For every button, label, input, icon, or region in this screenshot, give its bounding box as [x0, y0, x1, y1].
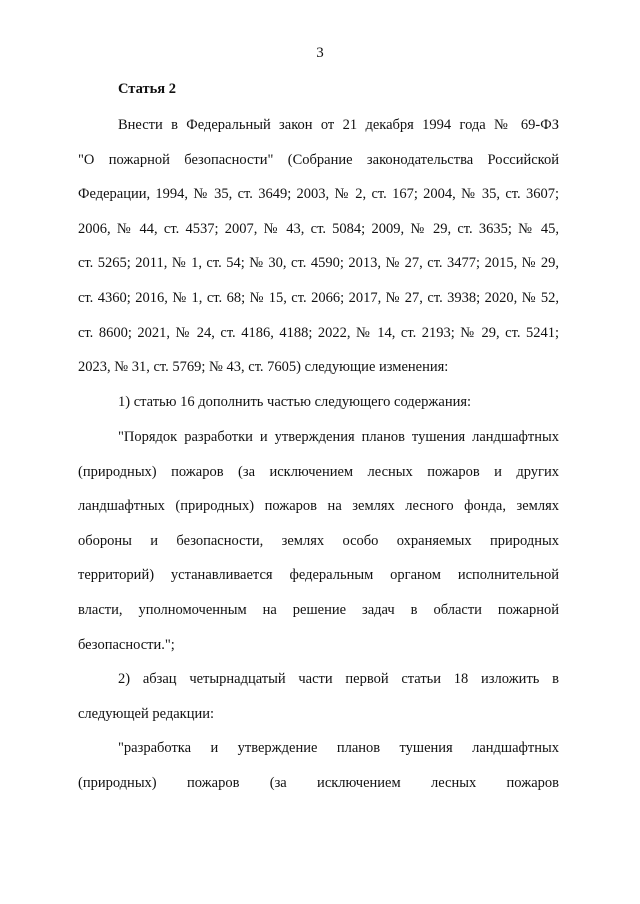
text-line: обороны и безопасности, землях особо охраняемых природных — [78, 532, 559, 549]
text-line: 2006, № 44, ст. 4537; 2007, № 43, ст. 5084; 2009, № 29, ст. 3635; № 45, — [78, 220, 559, 237]
text-line: ст. 8600; 2021, № 24, ст. 4186, 4188; 2022, № 14, ст. 2193; № 29, ст. 5241; — [78, 324, 559, 341]
text-line: территорий) устанавливается федеральным органом исполнительной — [78, 567, 559, 584]
text-line: 2023, № 31, ст. 5769; № 43, ст. 7605) следующие изменения: — [78, 359, 449, 376]
text-line: Федерации, 1994, № 35, ст. 3649; 2003, № 2, ст. 167; 2004, № 35, ст. 3607; — [78, 186, 559, 203]
text-line: Внести в Федеральный закон от 21 декабря 1994 года № 69-ФЗ — [118, 117, 559, 133]
text-line: власти, уполномоченным на решение задач в области пожарной — [78, 601, 559, 618]
text-line: ст. 5265; 2011, № 1, ст. 54; № 30, ст. 4590; 2013, № 27, ст. 3477; 2015, № 29, — [78, 255, 559, 272]
paragraph-intro — [78, 116, 559, 393]
text-line: ландшафтных (природных) пожаров на землях лесного фонда, землях — [78, 498, 559, 515]
text-line: ст. 4360; 2016, № 1, ст. 68; № 15, ст. 2066; 2017, № 27, ст. 3938; 2020, № 52, — [78, 289, 559, 306]
text-line: 2) абзац четырнадцатый части первой статьи 18 изложить в — [118, 671, 559, 687]
text-line: "Порядок разработки и утверждения планов тушения ландшафтных — [118, 429, 559, 445]
text-line: следующей редакции: — [78, 705, 215, 722]
paragraph-quote-1 — [78, 428, 559, 670]
text-line: (природных) пожаров (за исключением лесных пожаров и других — [78, 463, 559, 480]
text-line: "О пожарной безопасности" (Собрание законодательства Российской — [78, 151, 559, 168]
paragraph-item-2 — [78, 670, 559, 739]
text-line: "разработка и утверждение планов тушения ландшафтных — [118, 740, 559, 756]
article-title: Статья 2 — [118, 81, 176, 97]
page-number: 3 — [316, 45, 324, 61]
text-line: безопасности."; — [78, 636, 175, 653]
paragraph-quote-2 — [78, 739, 559, 808]
paragraph-item-1 — [78, 393, 559, 428]
text-line: (природных) пожаров (за исключением лесных пожаров — [78, 774, 559, 791]
text-line: 1) статью 16 дополнить частью следующего содержания: — [118, 394, 472, 410]
